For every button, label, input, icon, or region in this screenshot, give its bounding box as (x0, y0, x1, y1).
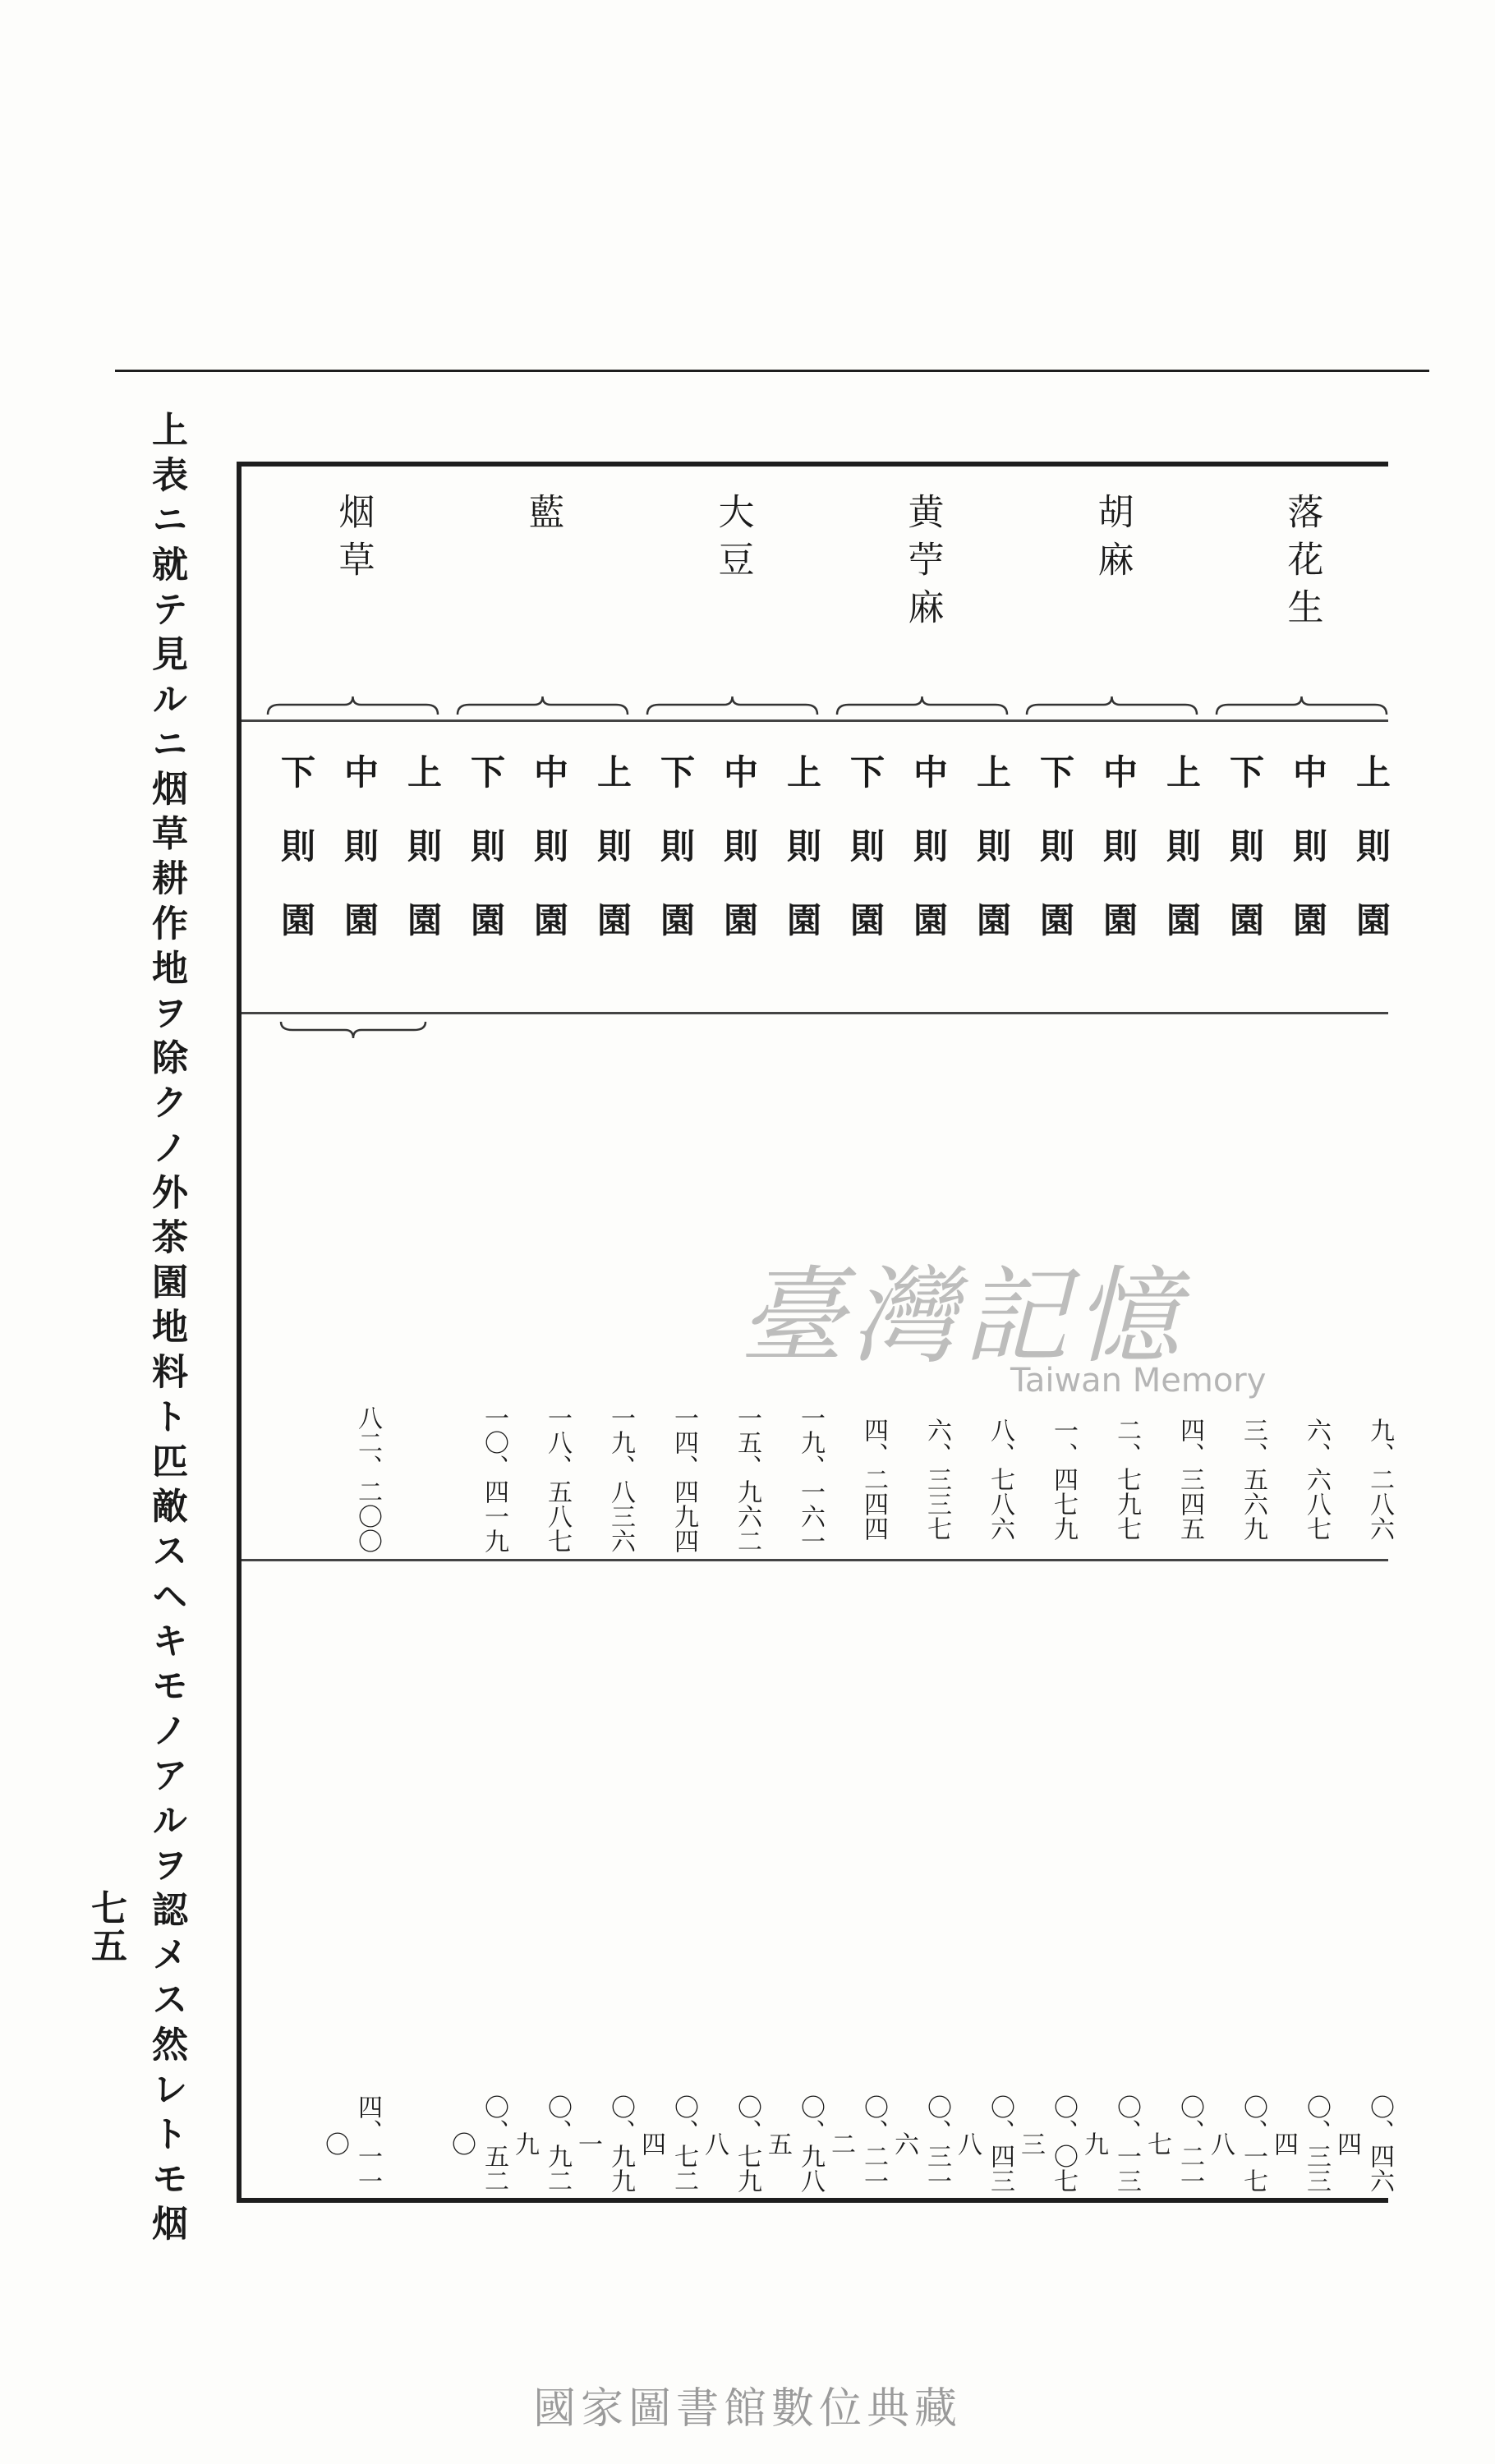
value-cell-first: 八、七八六 (986, 1418, 1014, 1541)
grade-header: 中則園 (1098, 754, 1138, 976)
grade-header: 下則園 (656, 754, 696, 976)
grade-header: 下則園 (466, 754, 506, 976)
value-cell-first: 八二、二〇〇 (353, 1405, 382, 1553)
value-cell-first: 四、二四四 (859, 1418, 888, 1541)
value-cell-first: 二、七九七 (1112, 1418, 1141, 1541)
value-cell-second: 〇、四六四 (1332, 2094, 1394, 2193)
value-cell-first: 一八、五八七 (543, 1405, 572, 1553)
page-number: 七五 (85, 1889, 126, 1965)
grade-header: 下則園 (845, 754, 886, 976)
crop-label: 大豆 (711, 493, 754, 588)
grade-header: 中則園 (719, 754, 759, 976)
group-brace (1025, 695, 1198, 718)
tobacco-brace (279, 1018, 427, 1041)
watermark-english-text: Taiwan Memory (1010, 1362, 1267, 1400)
grade-header: 下則園 (1225, 754, 1265, 976)
table-top-border (238, 462, 1388, 467)
value-cell-first (384, 1401, 447, 1557)
grade-header: 下則園 (1035, 754, 1075, 976)
crop-label: 藍 (522, 493, 564, 540)
grade-header: 上則園 (1351, 754, 1392, 976)
table-bottom-border (238, 2198, 1388, 2203)
value-cell-second: 〇、九二九 (510, 2094, 572, 2193)
value-cell-second: 〇、五二〇 (447, 2094, 508, 2193)
watermark (739, 1232, 1298, 1421)
value-cell-first: 一五、九六二 (733, 1405, 761, 1553)
value-cell-first: 一九、八三六 (606, 1405, 635, 1553)
grade-header: 上則園 (972, 754, 1012, 976)
value-cell-second: 〇、一三九 (1079, 2094, 1141, 2193)
value-cell-first: 九、二八六 (1365, 1418, 1394, 1541)
grade-header: 上則園 (592, 754, 632, 976)
value-cell-first: 六、六八七 (1302, 1418, 1331, 1541)
value-cell-second: 〇、三三四 (1269, 2094, 1331, 2193)
footer-credit: 國家圖書館數位典藏 (532, 2384, 962, 2434)
crop-label: 胡麻 (1091, 493, 1134, 588)
crop-label: 烟草 (332, 493, 375, 588)
value-cell-second: 四、一一〇 (320, 2094, 382, 2193)
value-cell-second: 〇、七二四 (637, 2094, 698, 2193)
value-cell-second: 〇、〇七三 (1016, 2094, 1078, 2193)
value-cell-first: 六、三三七 (922, 1418, 951, 1541)
value-cell-second: 〇、七九八 (700, 2094, 761, 2193)
value-cell-first: 一〇、四一九 (480, 1405, 508, 1553)
value-cell-second (258, 2094, 320, 2193)
grade-header: 上則園 (1162, 754, 1202, 976)
group-brace (1215, 695, 1388, 718)
grade-header: 中則園 (529, 754, 569, 976)
grade-header: 中則園 (339, 754, 380, 976)
grade-header: 下則園 (276, 754, 316, 976)
value-cell-first: 三、五六九 (1239, 1418, 1267, 1541)
subheader-divider (242, 1012, 1388, 1014)
group-brace (266, 695, 439, 718)
grade-header: 中則園 (908, 754, 949, 976)
value-cell-second: 〇、三一六 (890, 2094, 951, 2193)
value-cell-first: 四、三四五 (1175, 1418, 1204, 1541)
header-divider (242, 719, 1388, 722)
table-left-border (237, 462, 242, 2203)
grade-header: 上則園 (782, 754, 822, 976)
group-brace (456, 695, 629, 718)
value-cell-first: 一、四七九 (1049, 1418, 1078, 1541)
grade-header: 中則園 (1288, 754, 1328, 976)
value-cell-second: 〇、四三八 (953, 2094, 1014, 2193)
value-cell-first: 一四、四九四 (669, 1405, 698, 1553)
value-cell-first: 一九、一六一 (796, 1405, 825, 1553)
value-cell-first (258, 1401, 320, 1557)
grade-header: 上則園 (402, 754, 443, 976)
crop-label: 黄苧麻 (901, 493, 944, 636)
value-cell-second: 〇、二一七 (1143, 2094, 1204, 2193)
value-cell-second: 〇、九八五 (763, 2094, 825, 2193)
crop-label: 落花生 (1281, 493, 1323, 636)
side-running-text: 上表ニ就テ見ルニ烟草耕作地ヲ除クノ外茶園地料ト匹敵スヘキモノアルヲ認メス然レトモ烟 (145, 411, 187, 2250)
group-brace (835, 695, 1009, 718)
value-cell-second: 〇、九九一 (573, 2094, 635, 2193)
value-cell-second: 〇、一七八 (1206, 2094, 1267, 2193)
top-rule (115, 370, 1429, 372)
value-cell-second (384, 2094, 447, 2193)
value-cell-second: 〇、二一二 (826, 2094, 888, 2193)
group-brace (646, 695, 819, 718)
watermark-logo-text: 臺灣記憶 (739, 1256, 1187, 1378)
value-divider (242, 1559, 1388, 1561)
